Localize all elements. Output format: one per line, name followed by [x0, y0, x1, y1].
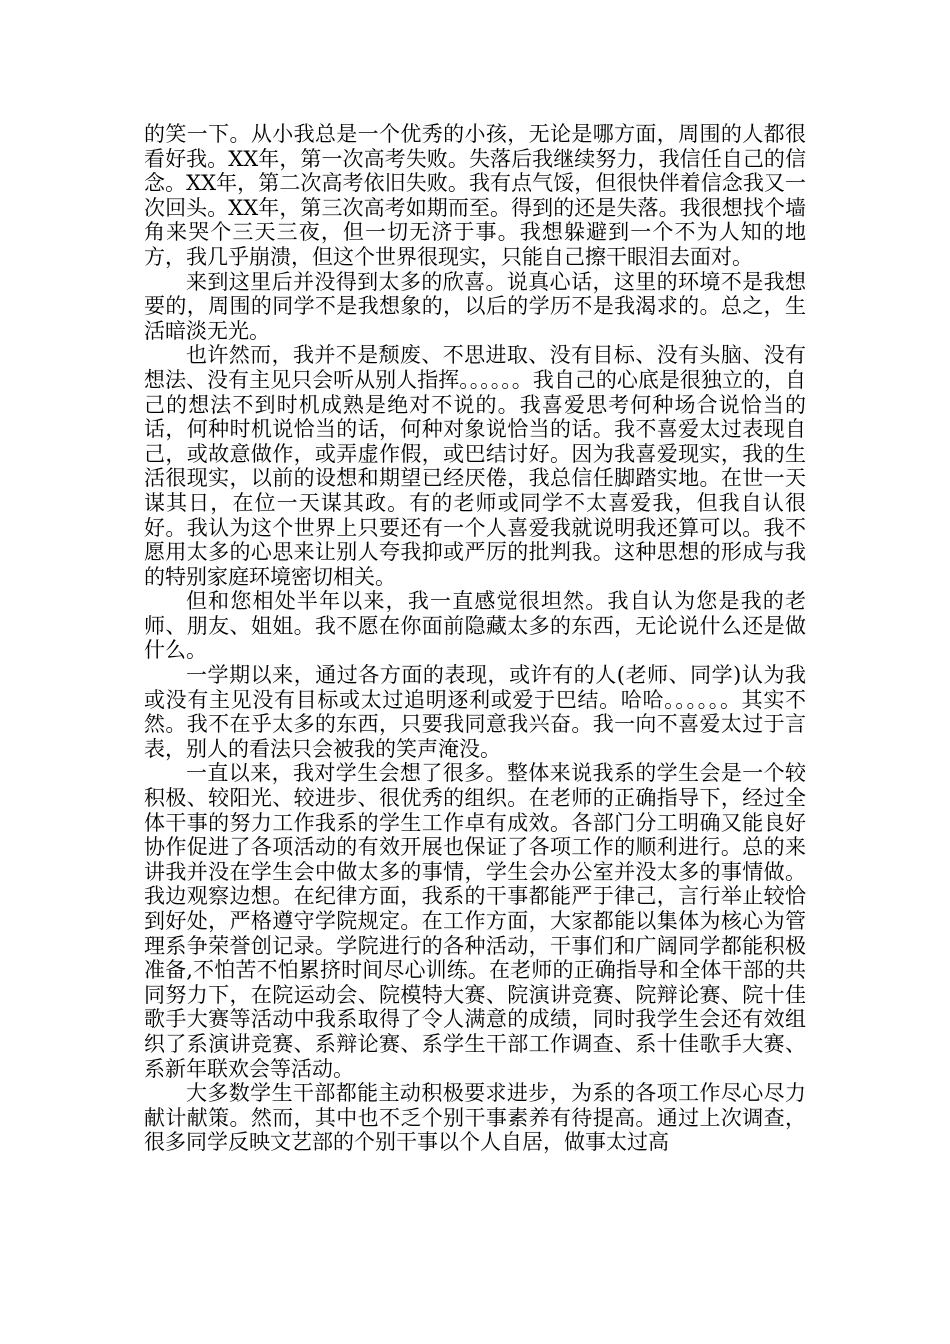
paragraph-2: 来到这里后并没得到太多的欣喜。说真心话，这里的环境不是我想要的，周围的同学不是我想象的，以后的学历不是我渴求的。总之，生活暗淡无光。 [144, 269, 806, 343]
paragraph-3: 也许然而，我并不是颓废、不思进取、没有目标、没有头脑、没有想法、没有主见只会听从别人指挥。。。。。。我自己的心底是很独立的，自己的想法不到时机成熟是绝对不说的。我喜爱思考何种场合说恰当的话，何种时机说恰当的话，何种对象说恰当的话。我不喜爱太过表现自己，或故意做作，或弄虚作假，或巴结讨好。因为我喜爱现实，我的生活很现实，以前的设想和期望已经厌倦，我总信任脚踏实地。在世一天谋其日，在位一天谋其政。有的老师或同学不太喜爱我，但我自认很好。我认为这个世界上只要还有一个人喜爱我就说明我还算可以。我不愿用太多的心思来让别人夸我抑或严厉的批判我。这种思想的形成与我的特别家庭环境密切相关。 [144, 343, 806, 589]
paragraph-7: 大多数学生干部都能主动积极要求进步，为系的各项工作尽心尽力献计献策。然而，其中也不乏个别干事素养有待提高。通过上次调查，很多同学反映文艺部的个别干事以个人自居，做事太过高 [144, 1081, 806, 1155]
document-page [144, 122, 806, 1155]
paragraph-4: 但和您相处半年以来，我一直感觉很坦然。我自认为您是我的老师、朋友、姐姐。我不愿在你面前隐藏太多的东西，无论说什么还是做什么。 [144, 589, 806, 663]
paragraph-1: 的笑一下。从小我总是一个优秀的小孩，无论是哪方面，周围的人都很看好我。XX年，第一次高考失败。失落后我继续努力，我信任自己的信念。XX年，第二次高考依旧失败。我有点气馁，但很快伴着信念我又一次回头。XX年，第三次高考如期而至。得到的还是失落。我很想找个墙角来哭个三天三夜，但一切无济于事。我想躲避到一个不为人知的地方，我几乎崩溃，但这个世界很现实，只能自己擦干眼泪去面对。 [144, 122, 806, 269]
paragraph-6: 一直以来，我对学生会想了很多。整体来说我系的学生会是一个较积极、较阳光、较进步、很优秀的组织。在老师的正确指导下，经过全体干事的努力工作我系的学生工作卓有成效。各部门分工明确又能良好协作促进了各项活动的有效开展也保证了各项工作的顺利进行。总的来讲我并没在学生会中做太多的事情，学生会办公室并没太多的事情做。我边观察边想。在纪律方面，我系的干事都能严于律己，言行举止较恰到好处，严格遵守学院规定。在工作方面，大家都能以集体为核心为管理系争荣誉创记录。学院进行的各种活动，干事们和广阔同学都能积极准备,不怕苦不怕累挤时间尽心训练。在老师的正确指导和全体干部的共同努力下，在院运动会、院模特大赛、院演讲竞赛、院辩论赛、院十佳歌手大赛等活动中我系取得了令人满意的成绩，同时我学生会还有效组织了系演讲竞赛、系辩论赛、系学生干部工作调查、系十佳歌手大赛、系新年联欢会等活动。 [144, 761, 806, 1081]
paragraph-5: 一学期以来，通过各方面的表现，或许有的人(老师、同学)认为我或没有主见没有目标或太过追明逐利或爱于巴结。哈哈。。。。。。其实不然。我不在乎太多的东西，只要我同意我兴奋。我一向不喜爱太过于言表，别人的看法只会被我的笑声淹没。 [144, 663, 806, 761]
